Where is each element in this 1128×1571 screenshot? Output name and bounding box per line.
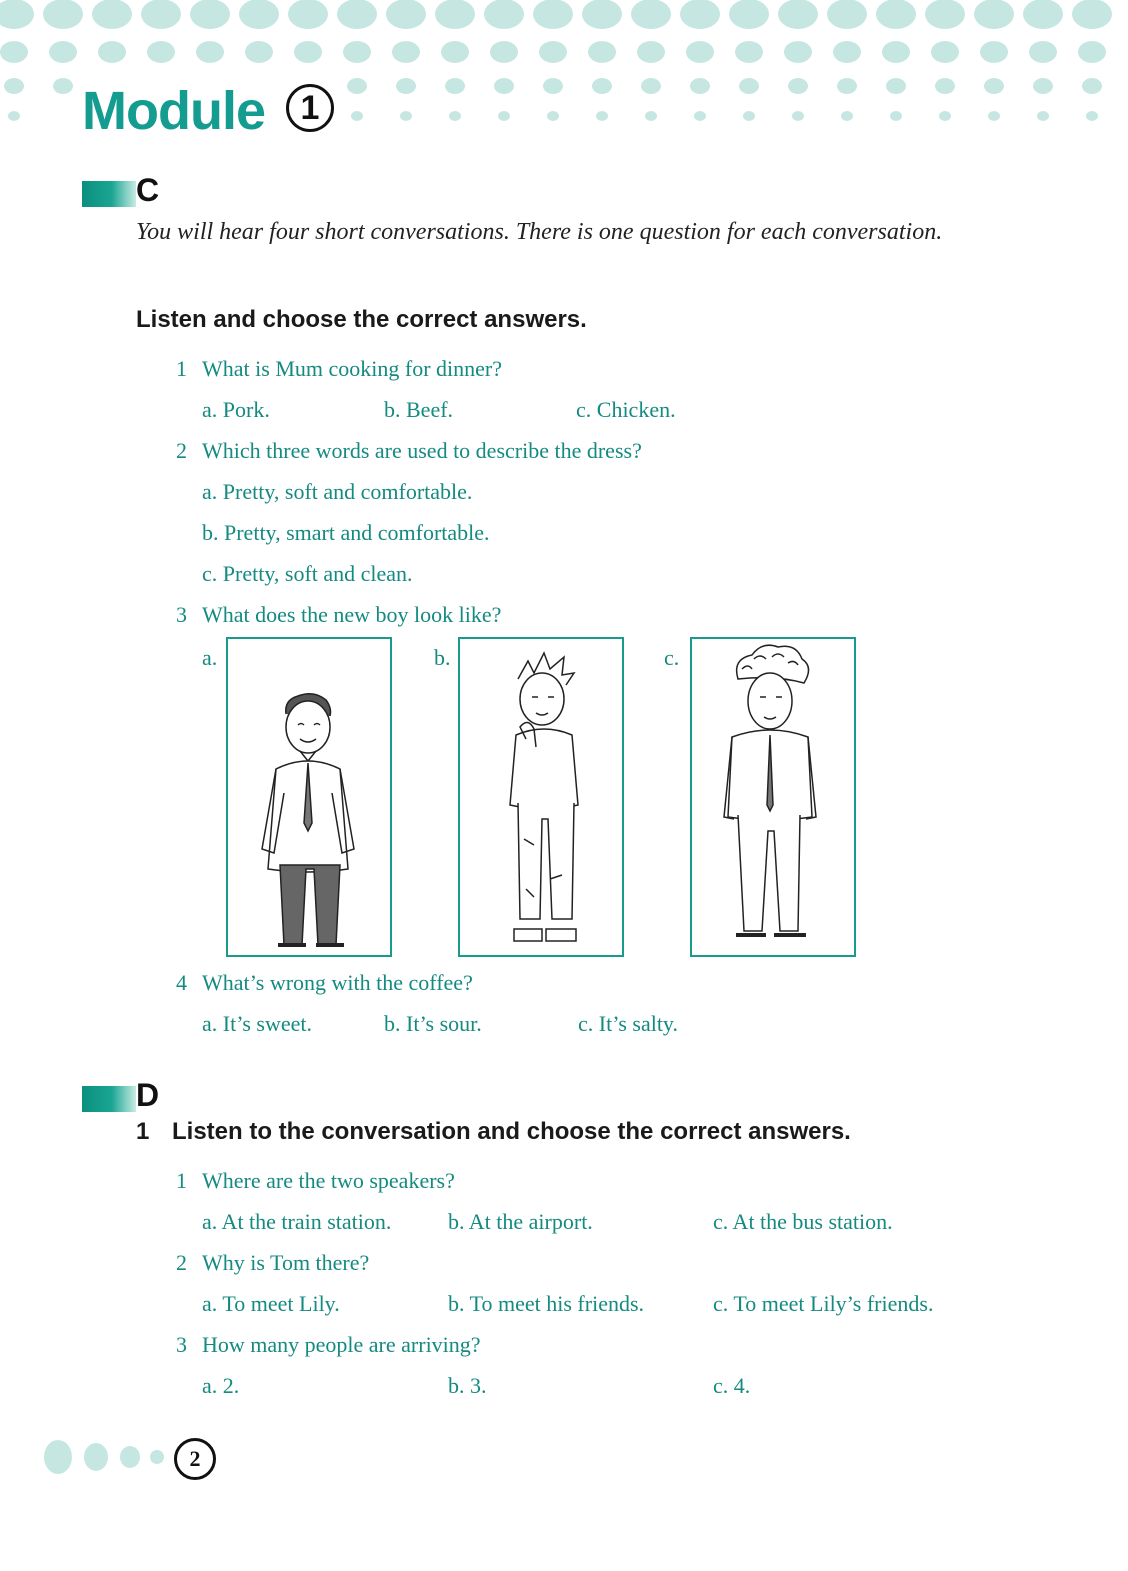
c-q2-text: Which three words are used to describe the dress? [202,438,642,463]
footer-dot-3 [120,1446,140,1468]
c-q1-text: What is Mum cooking for dinner? [202,356,502,381]
picture-boy-suit [226,637,392,957]
c-q2-option-c: c. Pretty, soft and clean. [202,561,413,586]
section-d-heading-number: 1 [136,1118,150,1145]
boy-vest-drawing [692,639,854,955]
c-q4-option-b: b. It’s sour. [384,1011,482,1036]
section-c-heading: Listen and choose the correct answers. [136,306,587,333]
boy-suit-drawing [228,639,390,955]
d-q1-option-b: b. At the airport. [448,1209,593,1234]
c-q3-option-a-label: a. [202,645,218,670]
module-number-badge: 1 [286,84,334,132]
c-q4-text: What’s wrong with the coffee? [202,970,473,995]
d-q1-option-c: c. At the bus station. [713,1209,893,1234]
d-q1-number: 1 [176,1168,187,1193]
d-q3-number: 3 [176,1332,187,1357]
d-q1-text: Where are the two speakers? [202,1168,455,1193]
c-q3-number: 3 [176,602,187,627]
c-q3-text: What does the new boy look like? [202,602,502,627]
footer-dot-1 [44,1440,72,1474]
section-d-letter: D [136,1077,160,1113]
c-q2-option-a: a. Pretty, soft and comfortable. [202,479,473,504]
c-q1-option-a: a. Pork. [202,397,270,422]
section-c-marker [82,181,136,207]
section-d-heading: Listen to the conversation and choose the correct answers. [172,1118,851,1145]
d-q2-text: Why is Tom there? [202,1250,370,1275]
footer-dot-4 [150,1450,164,1464]
section-d-marker [82,1086,136,1112]
c-q1-number: 1 [176,356,187,381]
picture-boy-casual [458,637,624,957]
section-c-instruction: You will hear four short conversations. There is one question for each conversation. [136,219,943,245]
c-q2-option-b: b. Pretty, smart and comfortable. [202,520,490,545]
section-c-letter: C [136,172,160,208]
d-q3-option-c: c. 4. [713,1373,751,1398]
d-q3-option-b: b. 3. [448,1373,487,1398]
c-q2-number: 2 [176,438,187,463]
module-title: Module [82,81,265,141]
d-q3-text: How many people are arriving? [202,1332,481,1357]
d-q1-option-a: a. At the train station. [202,1209,392,1234]
c-q1-option-b: b. Beef. [384,397,454,422]
dot-row-1 [0,0,1112,29]
dot-row-2 [0,41,1106,63]
c-q3-option-c-label: c. [664,645,680,670]
d-q3-option-a: a. 2. [202,1373,240,1398]
d-q2-option-a: a. To meet Lily. [202,1291,340,1316]
c-q4-number: 4 [176,970,187,995]
d-q2-option-c: c. To meet Lily’s friends. [713,1291,934,1316]
footer-dot-2 [84,1443,108,1471]
d-q2-option-b: b. To meet his friends. [448,1291,645,1316]
boy-casual-drawing [460,639,622,955]
c-q3-option-b-label: b. [434,645,451,670]
d-q2-number: 2 [176,1250,187,1275]
page-number: 2 [174,1438,216,1480]
c-q4-option-a: a. It’s sweet. [202,1011,312,1036]
picture-boy-vest [690,637,856,957]
c-q4-option-c: c. It’s salty. [578,1011,678,1036]
c-q1-option-c: c. Chicken. [576,397,676,422]
